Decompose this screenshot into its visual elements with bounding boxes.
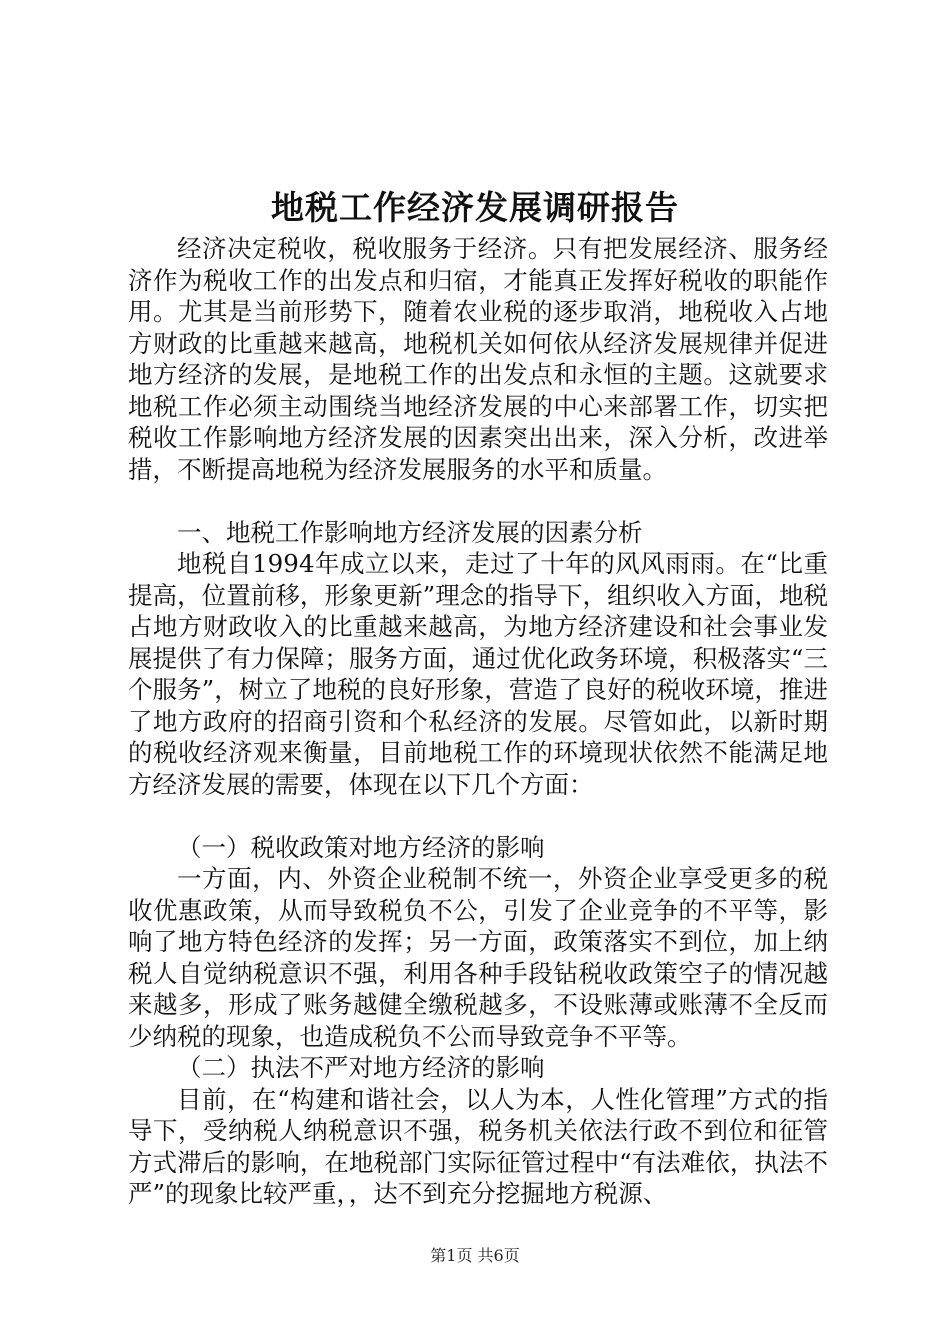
paragraph-spacer — [128, 800, 828, 832]
paragraph-spacer — [128, 485, 828, 517]
page-number-footer: 第1页 共6页 — [430, 1246, 520, 1265]
subsection-1-paragraph: 一方面，内、外资企业税制不统一，外资企业享受更多的税收优惠政策，从而导致税负不公，引发了企业竞争的不平等，影响了地方特色经济的发挥；另一方面，政策落实不到位，加上纳税人自觉纳税意识不强，利用各种手段钻税收政策空子的情况越来越多，形成了账务越健全缴税越多，不设账薄或账薄不全反而少纳税的现象，也造成税负不公而导致竞争不平等。 — [128, 864, 828, 1051]
document-body — [128, 233, 828, 1210]
intro-paragraph: 经济决定税收，税收服务于经济。只有把发展经济、服务经济作为税收工作的出发点和归宿，才能真正发挥好税收的职能作用。尤其是当前形势下，随着农业税的逐步取消，地税收入占地方财政的比重越来越高，地税机关如何依从经济发展规律并促进地方经济的发展，是地税工作的出发点和永恒的主题。这就要求地税工作必须主动围绕当地经济发展的中心来部署工作，切实把税收工作影响地方经济发展的因素突出出来，深入分析，改进举措，不断提高地税为经济发展服务的水平和质量。 — [128, 234, 828, 484]
section-1-paragraph: 地税自1994年成立以来，走过了十年的风风雨雨。在“比重提高，位置前移，形象更新”理念的指导下，组织收入方面，地税占地方财政收入的比重越来越高，为地方经济建设和社会事业发展提供了有力保障；服务方面，通过优化政务环境，积极落实“三个服务”，树立了地税的良好形象，营造了良好的税收环境，推进了地方政府的招商引资和个私经济的发展。尽管如此，以新时期的税收经济观来衡量，目前地税工作的环境现状依然不能满足地方经济发展的需要，体现在以下几个方面： — [128, 549, 828, 799]
subsection-heading-2: （二）执法不严对地方经济的影响 — [177, 1053, 545, 1082]
subsection-heading-1: （一）税收政策对地方经济的影响 — [177, 832, 545, 862]
section-heading-1: 一、地税工作影响地方经济发展的因素分析 — [177, 517, 643, 547]
document-title: 地税工作经济发展调研报告 — [271, 188, 679, 227]
subsection-2-paragraph: 目前，在“构建和谐社会，以人为本，人性化管理”方式的指导下，受纳税人纳税意识不强，税务机关依法行政不到位和征管方式滞后的影响，在地税部门实际征管过程中“有法难依，执法不严”的现象比较严重，，达不到充分挖掘地方税源、 — [128, 1084, 828, 1208]
